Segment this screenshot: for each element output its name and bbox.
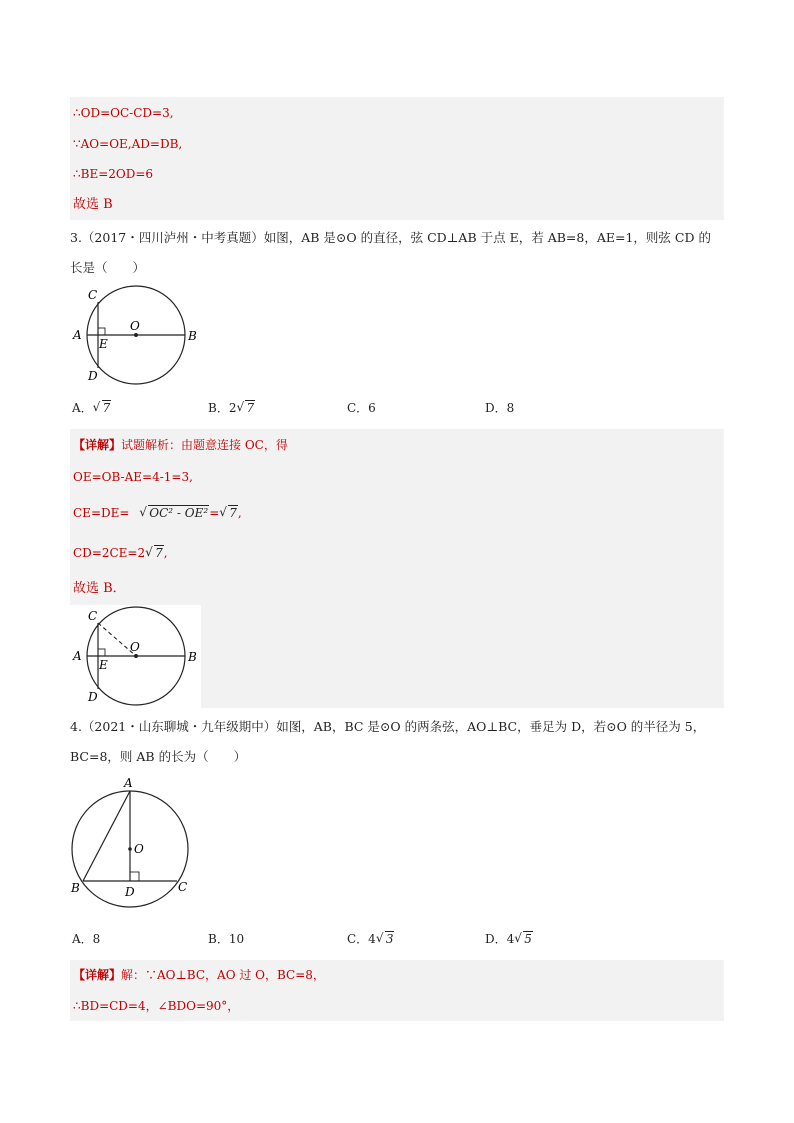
solution-line: ∴BE=2OD=6 [70,159,724,189]
label-C: C [88,609,98,623]
solution-line: ∴OD=OC-CD=3, [70,97,724,129]
solution-3-figure [70,605,201,708]
solution-line: CD=2CE=2√ 7, [70,533,724,573]
solution-shade [201,605,724,708]
option-d: D．8 [485,401,515,415]
solution-line: ∵AO=OE,AD=DB, [70,129,724,159]
label-E: E [99,337,108,351]
label-E: E [99,658,108,672]
solution-line: OE=OB-AE=4-1=3, [70,461,724,493]
option-b: B．2√ 7 [208,398,255,418]
label-A: A [124,776,133,790]
option-a: A．√ 7 [72,398,111,418]
label-B: B [188,650,197,664]
label-O: O [130,640,140,654]
label-D: D [88,690,98,704]
detail-line: 【详解】解：∵AO⊥BC，AO 过 O，BC=8， [70,960,724,991]
option-b: B．10 [208,932,245,946]
question-3-text-cont: 长是（ ） [70,260,146,275]
label-O: O [134,842,144,856]
option-a: A．8 [72,932,101,946]
option-c: C．4√ 3 [347,929,394,949]
option-d: D．4√ 5 [485,929,533,949]
label-A: A [73,649,82,663]
label-B: B [188,329,197,343]
solution-line: ∴BD=CD=4，∠BDO=90°， [70,991,724,1021]
answer-line: 故选 B． [70,573,724,605]
option-c: C．6 [347,401,376,415]
question-4-text: 4.（2021・山东聊城・九年级期中）如图，AB，BC 是⊙O 的两条弦，AO⊥BC，垂足为 D，若⊙O 的半径为 5， [70,719,706,734]
detail-line: 【详解】试题解析：由题意连接 OC，得 [70,429,724,461]
question-3-text: 3.（2017・四川泸州・中考真题）如图，AB 是⊙O 的直径，弦 CD⊥AB 于点 E，若 AB=8，AE=1，则弦 CD 的 [70,230,711,245]
answer-line: 故选 B [70,189,724,220]
label-D: D [125,885,135,899]
label-C: C [88,288,98,302]
label-D: D [88,369,98,383]
question-4-figure [66,775,196,910]
label-B: B [71,881,80,895]
label-C: C [178,880,188,894]
question-4-text-cont: BC=8，则 AB 的长为（ ） [70,749,247,764]
solution-line: CE=DE= √ OC² - OE²=√ 7, [70,493,724,533]
question-3-figure [68,280,208,390]
label-A: A [73,328,82,342]
label-O: O [130,319,140,333]
